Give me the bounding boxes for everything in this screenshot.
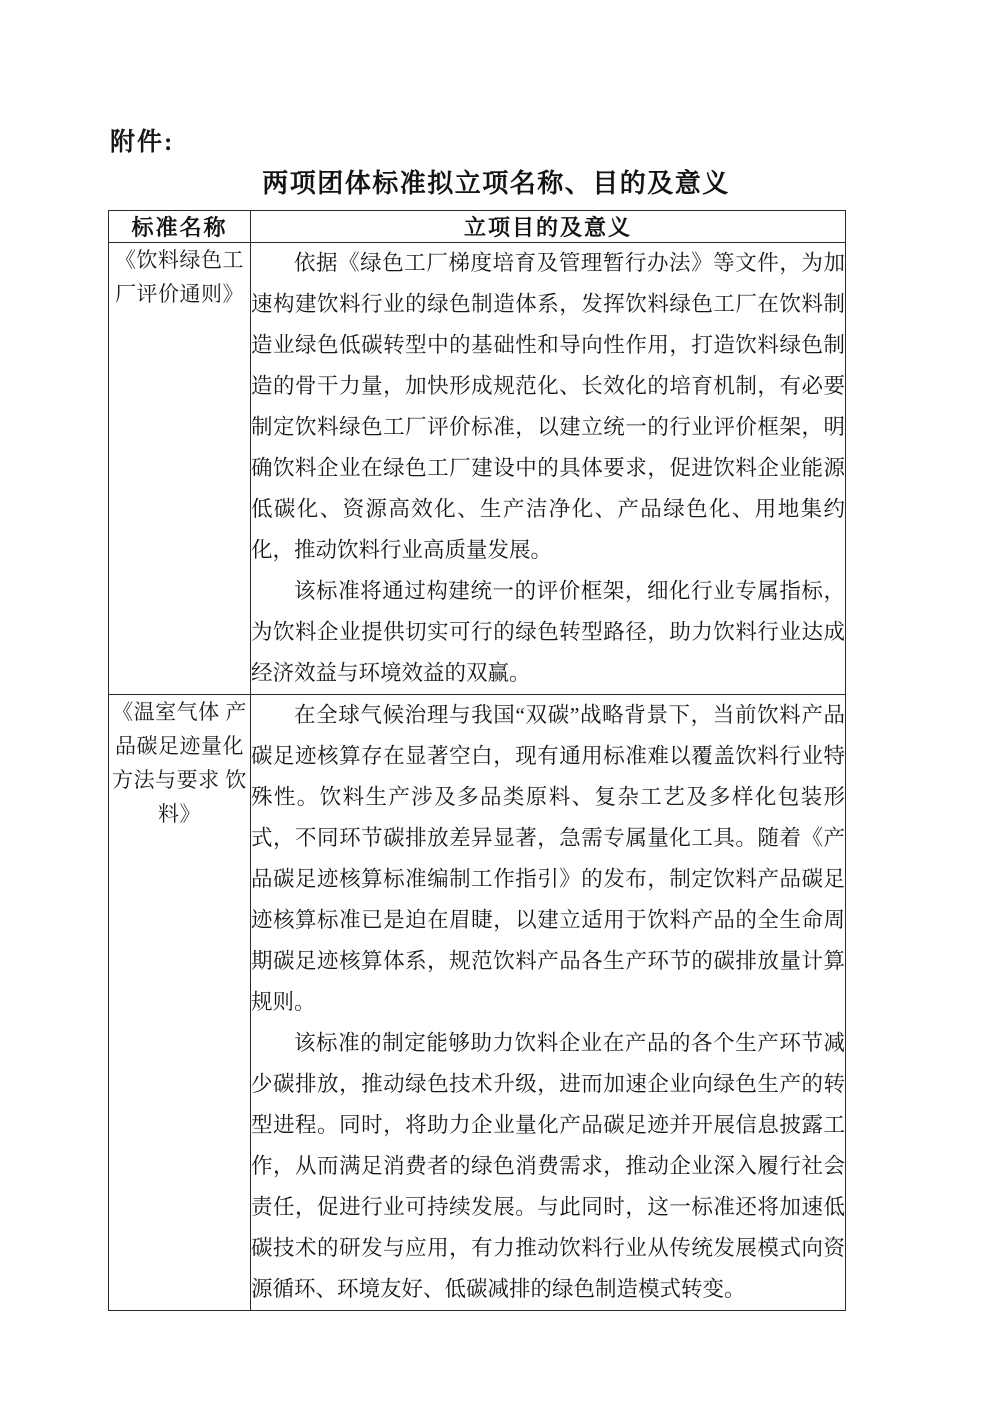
- standard-name-cell: 《饮料绿色工厂评价通则》: [109, 243, 251, 695]
- purpose-cell: [251, 695, 846, 1311]
- column-header-purpose-significance: 立项目的及意义: [251, 211, 846, 243]
- paragraph: 在全球气候治理与我国“双碳”战略背景下，当前饮料产品碳足迹核算存在显著空白，现有通用标准难以覆盖饮料行业特殊性。饮料生产涉及多品类原料、复杂工艺及多样化包装形式，不同环节碳排放差异显著，急需专属量化工具。随着《产品碳足迹核算标准编制工作指引》的发布，制定饮料产品碳足迹核算标准已是迫在眉睫，以建立适用于饮料产品的全生命周期碳足迹核算体系，规范饮料产品各生产环节的碳排放量计算规则。: [251, 703, 845, 1014]
- page-title: 两项团体标准拟立项名称、目的及意义: [262, 169, 730, 198]
- column-header-standard-name: 标准名称: [109, 211, 251, 243]
- table-header-row: [109, 211, 846, 243]
- paragraph: 依据《绿色工厂梯度培育及管理暂行办法》等文件，为加速构建饮料行业的绿色制造体系，发挥饮料绿色工厂在饮料制造业绿色低碳转型中的基础性和导向性作用，打造饮料绿色制造的骨干力量，加快形成规范化、长效化的培育机制，有必要制定饮料绿色工厂评价标准，以建立统一的行业评价框架，明确饮料企业在绿色工厂建设中的具体要求，促进饮料企业能源低碳化、资源高效化、生产洁净化、产品绿色化、用地集约化，推动饮料行业高质量发展。: [251, 251, 845, 562]
- standards-table: [108, 210, 846, 1311]
- paragraph: 该标准的制定能够助力饮料企业在产品的各个生产环节减少碳排放，推动绿色技术升级，进而加速企业向绿色生产的转型进程。同时，将助力企业量化产品碳足迹并开展信息披露工作，从而满足消费者的绿色消费需求，推动企业深入履行社会责任，促进行业可持续发展。与此同时，这一标准还将加速低碳技术的研发与应用，有力推动饮料行业从传统发展模式向资源循环、环境友好、低碳减排的绿色制造模式转变。: [251, 1031, 845, 1301]
- paragraph: 该标准将通过构建统一的评价框架，细化行业专属指标，为饮料企业提供切实可行的绿色转型路径，助力饮料行业达成经济效益与环境效益的双赢。: [251, 579, 845, 685]
- standard-name-cell: 《温室气体 产品碳足迹量化方法与要求 饮料》: [109, 695, 251, 1311]
- table-row: [109, 695, 846, 1311]
- purpose-cell: [251, 243, 846, 695]
- table-row: [109, 243, 846, 695]
- attachment-label: 附件:: [110, 129, 175, 156]
